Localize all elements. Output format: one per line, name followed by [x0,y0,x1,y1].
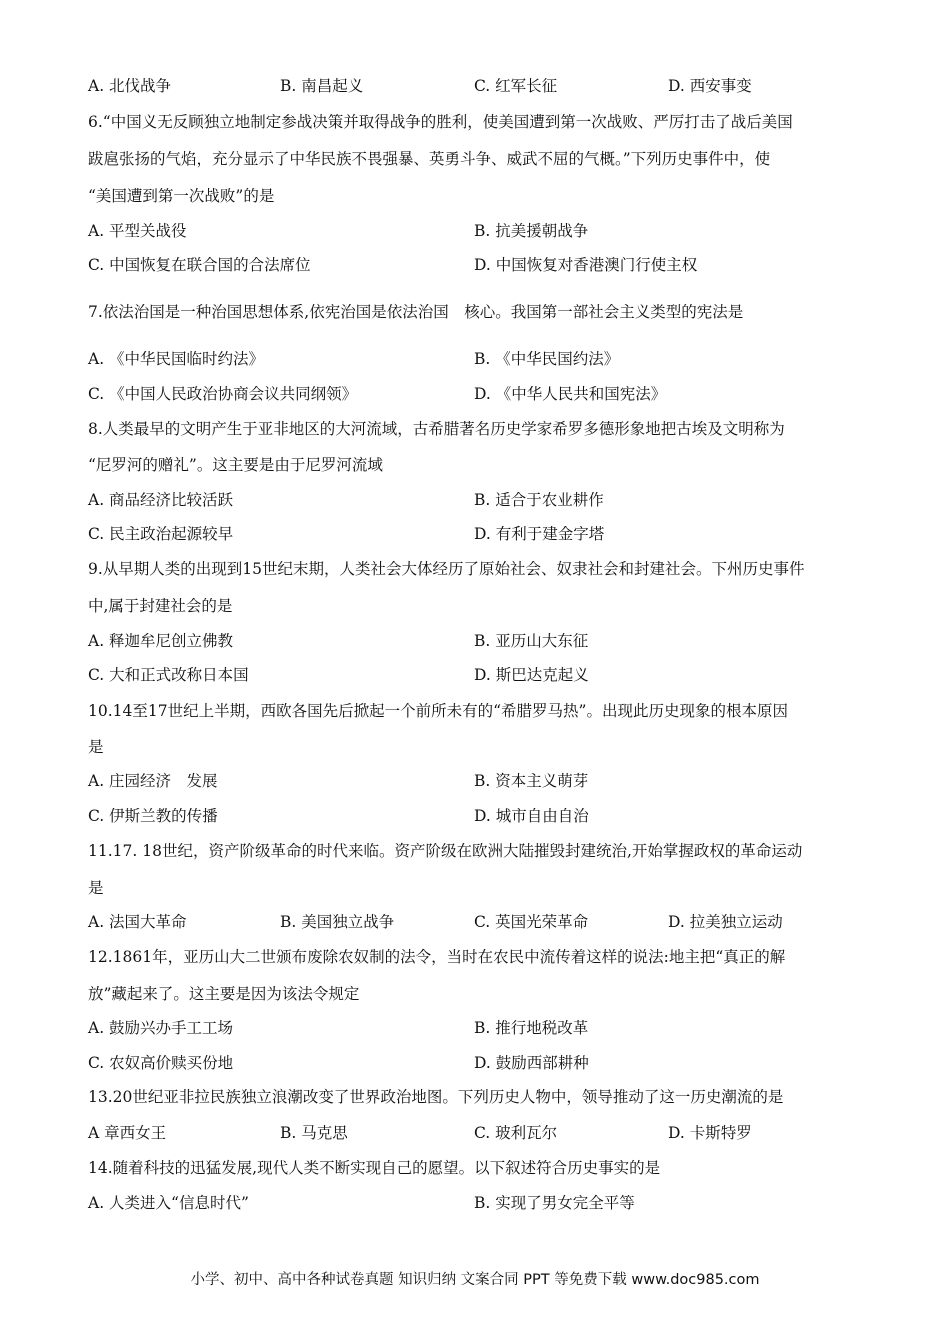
q7-option-a: A. 《中华民国临时约法》 [88,350,265,368]
q14-option-a: A. 人类进入“信息时代” [88,1194,249,1212]
q6-option-c: C. 中国恢复在联合国的合法席位 [88,256,311,274]
q5-option-c: C. 红军长征 [474,77,558,95]
page-footer: 小学、初中、高中各种试卷真题 知识归纳 文案合同 PPT 等免费下载 www.doc985.com [190,1272,760,1288]
q8-option-b: B. 适合于农业耕作 [474,491,604,509]
q12-option-b: B. 推行地税改革 [474,1019,589,1037]
q11-option-b: B. 美国独立战争 [280,913,395,931]
q7-stem-line-1: 7.依法治国是一种治国思想体系,依宪治国是依法治国 核心。我国第一部社会主义类型的宪法是 [88,303,744,321]
q11-stem-line-2: 是 [88,879,104,897]
q8-stem-line-2: “尼罗河的赠礼”。这主要是由于尼罗河流域 [88,456,383,474]
q14-stem-line-1: 14.随着科技的迅猛发展,现代人类不断实现自己的愿望。以下叙述符合历史事实的是 [88,1159,661,1177]
q11-stem-line-1: 11.17. 18世纪，资产阶级革命的时代来临。资产阶级在欧洲大陆摧毁封建统治,开始掌握政权的革命运动 [88,842,803,860]
q8-stem-line-1: 8.人类最早的文明产生于亚非地区的大河流域，古希腊著名历史学家希罗多德形象地把古埃及文明称为 [88,420,785,438]
q9-option-b: B. 亚历山大东征 [474,632,589,650]
q10-option-a: A. 庄园经济 发展 [88,772,218,790]
q9-option-c: C. 大和正式改称日本国 [88,666,249,684]
q9-option-d: D. 斯巴达克起义 [474,666,589,684]
q5-option-a: A. 北伐战争 [88,77,172,95]
q13-option-c: C. 玻利瓦尔 [474,1124,558,1142]
q6-stem-line-3: “美国遭到第一次战败”的是 [88,187,275,205]
q13-option-d: D. 卡斯特罗 [668,1124,752,1142]
q10-option-d: D. 城市自由自治 [474,807,589,825]
q7-option-c: C. 《中国人民政治协商会议共同纲领》 [88,385,358,403]
q11-option-c: C. 英国光荣革命 [474,913,589,931]
q10-option-b: B. 资本主义萌芽 [474,772,589,790]
q7-option-d: D. 《中华人民共和国宪法》 [474,385,667,403]
q6-stem-line-2: 跋扈张扬的气焰，充分显示了中华民族不畏强暴、英勇斗争、威武不屈的气概。”下列历史事件中，使 [88,150,771,168]
q9-stem-line-2: 中,属于封建社会的是 [88,597,233,615]
q10-stem-line-2: 是 [88,738,104,756]
q7-option-b: B. 《中华民国约法》 [474,350,620,368]
q11-option-d: D. 拉美独立运动 [668,913,783,931]
q13-option-b: B. 马克思 [280,1124,348,1142]
q8-option-a: A. 商品经济比较活跃 [88,491,234,509]
q10-option-c: C. 伊斯兰教的传播 [88,807,218,825]
q6-option-a: A. 平型关战役 [88,222,187,240]
q8-option-c: C. 民主政治起源较早 [88,525,234,543]
q6-option-b: B. 抗美援朝战争 [474,222,589,240]
q9-stem-line-1: 9.从早期人类的出现到15世纪末期，人类社会大体经历了原始社会、奴隶社会和封建社会。下州历史事件 [88,560,805,578]
q12-option-d: D. 鼓励西部耕种 [474,1054,589,1072]
q9-option-a: A. 释迦牟尼创立佛教 [88,632,234,650]
q6-stem-line-1: 6.“中国义无反顾独立地制定参战决策并取得战争的胜利，使美国遭到第一次战败、严厉打击了战后美国 [88,113,793,131]
q12-option-c: C. 农奴高价赎买份地 [88,1054,234,1072]
q13-stem-line-1: 13.20世纪亚非拉民族独立浪潮改变了世界政治地图。下列历史人物中，领导推动了这一历史潮流的是 [88,1088,784,1106]
q12-option-a: A. 鼓励兴办手工工场 [88,1019,234,1037]
q14-option-b: B. 实现了男女完全平等 [474,1194,635,1212]
q12-stem-line-2: 放”藏起来了。这主要是因为该法令规定 [88,985,360,1003]
q6-option-d: D. 中国恢复对香港澳门行使主权 [474,256,698,274]
q5-option-d: D. 西安事变 [668,77,752,95]
q13-option-a: A 章西女王 [88,1124,167,1142]
q8-option-d: D. 有利于建金字塔 [474,525,605,543]
q10-stem-line-1: 10.14至17世纪上半期，西欧各国先后掀起一个前所未有的“希腊罗马热”。出现此历史现象的根本原因 [88,702,788,720]
q5-option-b: B. 南昌起义 [280,77,364,95]
q11-option-a: A. 法国大革命 [88,913,187,931]
q12-stem-line-1: 12.1861年，亚历山大二世颁布废除农奴制的法令，当时在农民中流传着这样的说法:地主把“真正的解 [88,948,786,966]
